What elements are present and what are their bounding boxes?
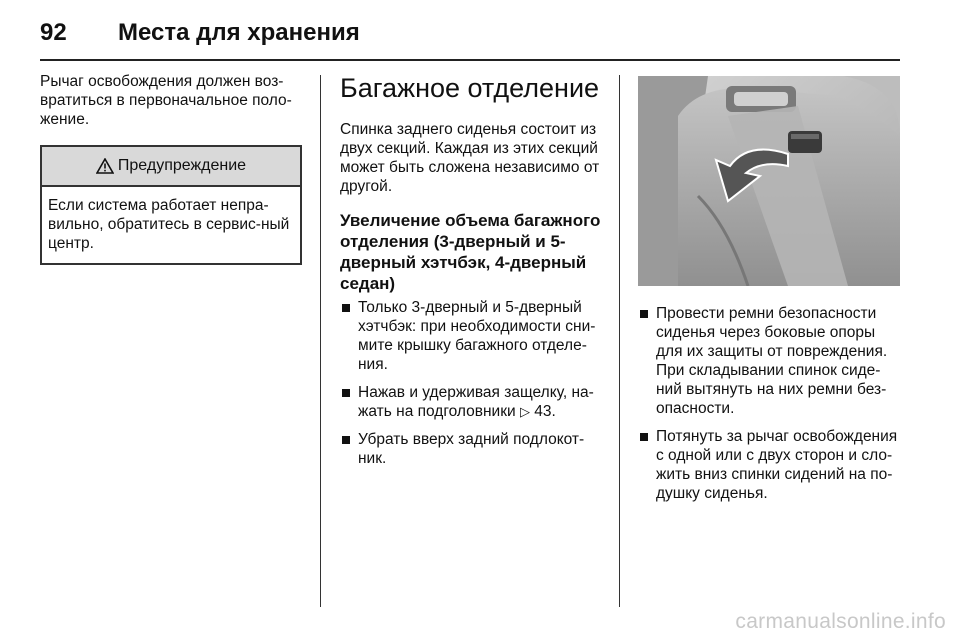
watermark: carmanualsonline.info: [735, 610, 946, 633]
heading-luggage-compartment: Багажное отделение: [340, 73, 600, 103]
warning-triangle-icon: [96, 158, 114, 174]
seat-release-illustration: [638, 76, 900, 286]
intro-paragraph: Рычаг освобождения должен воз-вратиться в первоначальное поло-жение.: [40, 73, 292, 128]
warning-header: [42, 147, 300, 187]
list-item: Убрать вверх задний подлокот-ник.: [340, 430, 602, 468]
warning-body: Если система работает непра-вильно, обратитесь в сервис-ный центр.: [48, 197, 290, 252]
section-title: Места для хранения: [118, 19, 360, 46]
page-reference[interactable]: 43.: [534, 403, 556, 420]
column-divider-2: [619, 75, 620, 607]
bullet-square-icon: [640, 433, 648, 441]
bullet-square-icon: [342, 304, 350, 312]
page-reference-icon: ▷: [519, 404, 530, 419]
list-item: Провести ремни безопасности сиденья через боковые опоры для их защиты от повреждения. При складывании спинок сиде-ний вытянуть на них ремни без-опасности.: [638, 304, 900, 418]
header-rule: [40, 59, 900, 61]
warning-title: Предупреждение: [117, 157, 247, 174]
column-3: [638, 72, 900, 512]
bullet-square-icon: [640, 310, 648, 318]
bullet-square-icon: [342, 436, 350, 444]
luggage-intro-paragraph: Спинка заднего сиденья состоит из двух секций. Каждая из этих секций может быть сложена независимо от другой.: [340, 121, 600, 195]
page-header: [40, 18, 900, 62]
column-2: [340, 72, 602, 477]
instruction-list: [340, 298, 602, 468]
belt-instruction-list: [638, 304, 900, 503]
list-item: Нажав и удерживая защелку, на-жать на подголовники ▷ 43.: [340, 383, 602, 421]
list-item: Только 3-дверный и 5-дверный хэтчбэк: при необходимости сни-мите крышку багажного отделе-ния.: [340, 298, 602, 374]
warning-box: [40, 145, 302, 265]
column-1: [40, 72, 302, 265]
list-item: Потянуть за рычаг освобождения с одной или с двух сторон и сло-жить вниз спинки сидений на по-душку сиденья.: [638, 427, 900, 503]
column-divider-1: [320, 75, 321, 607]
subheading-enlarge: Увеличение объема багажного отделения (3-дверный и 5-дверный хэтчбэк, 4-дверный седан): [340, 211, 601, 293]
page-number: 92: [40, 19, 67, 46]
bullet-square-icon: [342, 389, 350, 397]
